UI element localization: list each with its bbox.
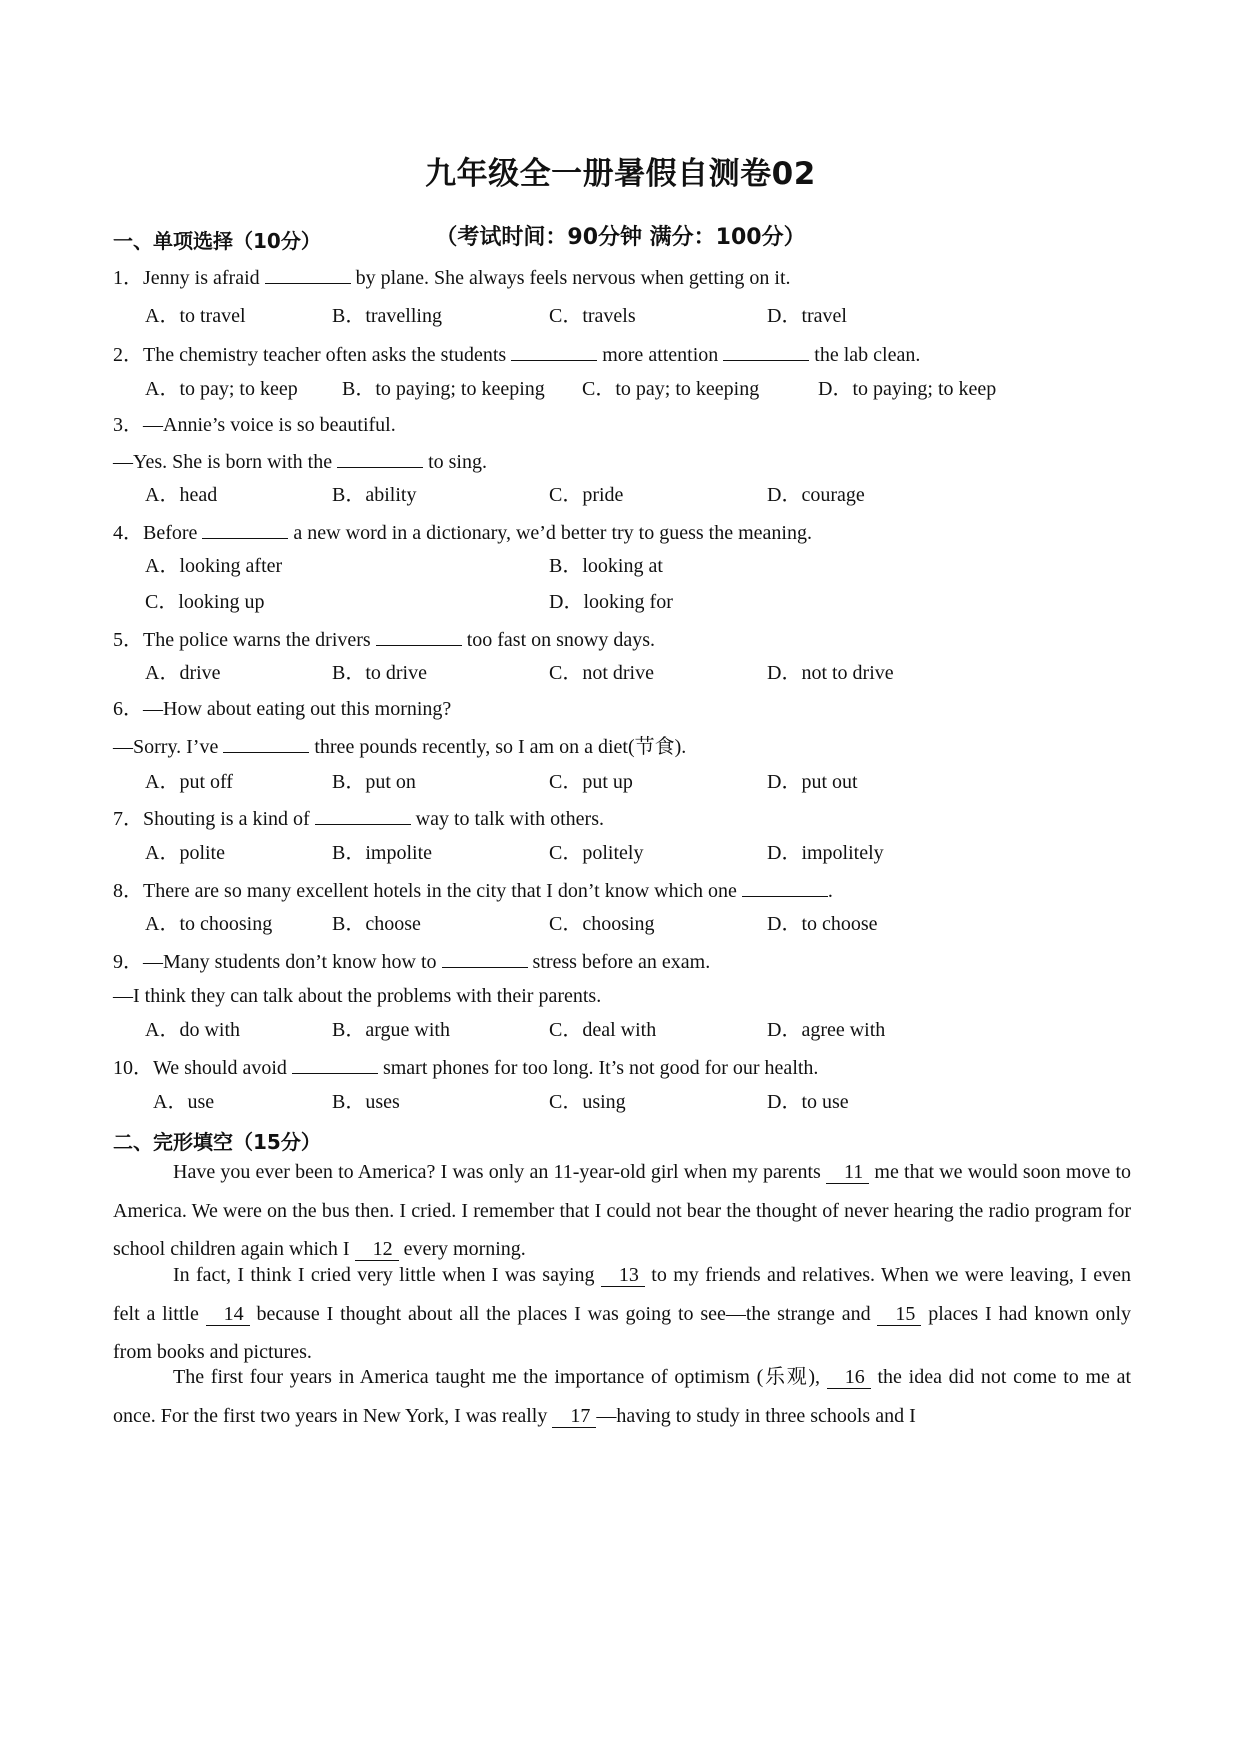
question-3: 3．—Annie’s voice is so beautiful. (113, 414, 396, 436)
answer-blank (265, 264, 351, 284)
q3-option-a: A．head (145, 484, 218, 506)
q6-option-c: C．put up (549, 771, 633, 793)
cloze-blank-13: 13 (601, 1264, 645, 1287)
cloze-paragraph-3: The first four years in America taught me the importance of optimism (乐观), 16 the idea did not come to me at once. For the first two years in New York, I was really 17 —having to study in three schools and I (113, 1366, 1132, 1427)
q5-option-c: C．not drive (549, 662, 654, 684)
q10-option-a: A．use (153, 1091, 215, 1113)
q4-option-b: B．looking at (549, 555, 663, 577)
cloze-paragraph-1: Have you ever been to America? I was only an 11-year-old girl when my parents 11 me that we would soon move to America. We were on the bus then. I cried. I remember that I could not bear the thought of never hearing the radio program for school children again which I 12 every morning. (113, 1161, 1132, 1260)
question-10: 10．We should avoid smart phones for too long. It’s not good for our health. (113, 1054, 818, 1080)
q7-option-a: A．polite (145, 842, 225, 864)
q6-option-a: A．put off (145, 771, 233, 793)
answer-blank (723, 341, 809, 361)
answer-blank (202, 519, 288, 539)
cloze-blank-14: 14 (206, 1303, 250, 1326)
q5-option-d: D．not to drive (767, 662, 894, 684)
question-3-reply: —Yes. She is born with the to sing. (113, 448, 487, 474)
q7-option-b: B．impolite (332, 842, 432, 864)
q7-option-d: D．impolitely (767, 842, 884, 864)
cloze-blank-16: 16 (827, 1366, 871, 1389)
cloze-blank-11: 11 (826, 1161, 869, 1184)
q1-option-d: D．travel (767, 305, 847, 327)
question-5: 5．The police warns the drivers too fast on snowy days. (113, 626, 655, 652)
q3-option-b: B．ability (332, 484, 417, 506)
q9-option-c: C．deal with (549, 1019, 657, 1041)
q3-option-d: D．courage (767, 484, 865, 506)
q4-option-d: D．looking for (549, 591, 673, 613)
q1-option-a: A．to travel (145, 305, 246, 327)
q10-option-b: B．uses (332, 1091, 400, 1113)
q2-option-c: C．to pay; to keeping (582, 378, 760, 400)
q9-option-d: D．agree with (767, 1019, 886, 1041)
q2-option-b: B．to paying; to keeping (342, 378, 545, 400)
q4-option-c: C．looking up (145, 591, 265, 613)
q3-option-c: C．pride (549, 484, 624, 506)
section-heading-cloze: 二、完形填空（15分） (113, 1130, 321, 1154)
question-4: 4．Before a new word in a dictionary, we’d better try to guess the meaning. (113, 519, 812, 545)
question-7: 7．Shouting is a kind of way to talk with others. (113, 805, 604, 831)
q4-option-a: A．looking after (145, 555, 283, 577)
q8-option-b: B．choose (332, 913, 421, 935)
question-1: 1．Jenny is afraid by plane. She always feels nervous when getting on it. (113, 264, 791, 290)
question-2: 2．The chemistry teacher often asks the students more attention the lab clean. (113, 341, 920, 367)
answer-blank (442, 948, 528, 968)
q9-option-a: A．do with (145, 1019, 240, 1041)
answer-blank (223, 733, 309, 753)
q8-option-d: D．to choose (767, 913, 878, 935)
question-6-reply: —Sorry. I’ve three pounds recently, so I am on a diet(节食). (113, 733, 686, 759)
q7-option-c: C．politely (549, 842, 644, 864)
question-8: 8．There are so many excellent hotels in the city that I don’t know which one . (113, 877, 833, 903)
section-heading-single-choice: 一、单项选择（10分） (113, 229, 321, 253)
cloze-blank-12: 12 (355, 1238, 399, 1261)
q5-option-b: B．to drive (332, 662, 427, 684)
q1-option-c: C．travels (549, 305, 636, 327)
answer-blank (292, 1054, 378, 1074)
answer-blank (742, 877, 828, 897)
q10-option-c: C．using (549, 1091, 626, 1113)
q10-option-d: D．to use (767, 1091, 849, 1113)
cloze-blank-17: 17 (552, 1405, 596, 1428)
page-title: 九年级全一册暑假自测卷02 (425, 156, 816, 192)
q8-option-c: C．choosing (549, 913, 655, 935)
exam-info: （考试时间：90分钟 满分：100分） (435, 225, 806, 250)
question-6: 6．—How about eating out this morning? (113, 698, 452, 720)
q8-option-a: A．to choosing (145, 913, 273, 935)
q2-option-a: A．to pay; to keep (145, 378, 298, 400)
answer-blank (337, 448, 423, 468)
question-9-reply: —I think they can talk about the problems with their parents. (113, 985, 602, 1007)
q6-option-b: B．put on (332, 771, 416, 793)
cloze-paragraph-2: In fact, I think I cried very little when I was saying 13 to my friends and relatives. When we were leaving, I even felt a little 14 because I thought about all the places I was going to see—the strange and 15 places I had known only from books and pictures. (113, 1264, 1132, 1363)
q1-option-b: B．travelling (332, 305, 442, 327)
answer-blank (511, 341, 597, 361)
question-9: 9．—Many students don’t know how to stress before an exam. (113, 948, 710, 974)
cloze-blank-15: 15 (877, 1303, 921, 1326)
q2-option-d: D．to paying; to keep (818, 378, 997, 400)
answer-blank (315, 805, 411, 825)
q9-option-b: B．argue with (332, 1019, 450, 1041)
q6-option-d: D．put out (767, 771, 858, 793)
q5-option-a: A．drive (145, 662, 221, 684)
answer-blank (376, 626, 462, 646)
